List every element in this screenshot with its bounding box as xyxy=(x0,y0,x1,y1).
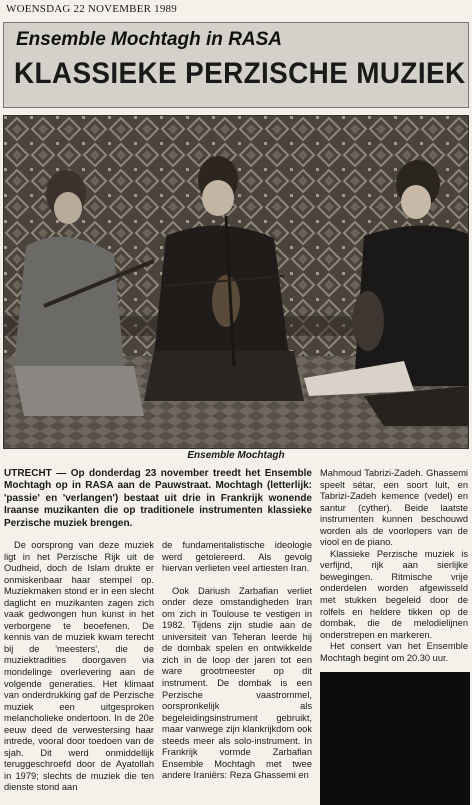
header-banner xyxy=(3,22,469,108)
article-paragraph: Klassieke Perzische muziek is verfijnd, rijk aan sierlijke bewegingen. Ritmische vrije onderdelen worden afgewisseld met stukken begeleid door de rolfels en heldere tikken op de dombak, die de melodielijnen onderstrepen en markeren. xyxy=(320,548,468,640)
lead-paragraph: UTRECHT — Op donderdag 23 november treedt het Ensemble Mochtagh op in RASA aan de Pauwstraat. Mochtagh (letterlijk: 'passie' en 'verlangen') bestaat uit drie in Frankrijk wonende Iraanse muzikanten die op traditionele instrumenten klassieke Perzische muziek brengen. xyxy=(4,468,312,529)
dark-image-area xyxy=(320,672,470,805)
headline: KLASSIEKE PERZISCHE MUZIEK xyxy=(14,57,466,90)
article-paragraph: Mahmoud Tabrizi-Zadeh. Ghassemi speelt sétar, een soort luit, en Tabrizi-Zadeh kemence (vedel) en santur (cyther). Beide laatste instrumenten kunnen beschouwd worden als de voorlopers van de viool en de piano. xyxy=(320,468,468,548)
article-paragraph: de fundamentalistische ideologie werd getolereerd. Als gevolg hiervan verlieten veel artiesten Iran. xyxy=(162,540,312,574)
dateline: WOENSDAG 22 NOVEMBER 1989 xyxy=(6,3,177,15)
article-column-2 xyxy=(162,540,312,782)
photo-caption: Ensemble Mochtagh xyxy=(187,450,285,461)
article-column-3 xyxy=(320,468,468,664)
ensemble-photo xyxy=(3,115,469,449)
article-paragraph: Het consert van het Ensemble Mochtagh begint om 20.30 uur. xyxy=(320,641,468,663)
article-column-1 xyxy=(4,540,154,794)
photo-illustration xyxy=(4,116,468,448)
kicker: Ensemble Mochtagh in RASA xyxy=(16,29,283,50)
article-paragraph: De oorsprong van deze muziek ligt in het Perzische Rijk uit de Oudheid, doch de Islam drukte er onmiskenbaar haar stempel op. Muziekmaken stond er in een slecht daglicht en muzikanten zagen zich vaak gedwongen hun kunst in het verborgene te beoefenen. De kennis van de muziek kwam terecht bij de 'meesters', die de muziektradities doorgaven via mondelinge overlevering aan de volgende generaties. Het klimaat van onderdrukking gaf de Perzische muziek een uitgesproken melancholieke ondertoon. In de 20e eeuw deed de verwestersing haar intrede, vooral door toedoen van de sjah. Dit werd onmiddellijk teruggeschroefd door de Ayatollah in 1979; slechts de muziek die ten dienste stond aan xyxy=(4,540,154,793)
article-paragraph: Ook Dariush Zarbafian verliet onder deze omstandigheden Iran om zich in Toulouse te vestigen in 1982. Tijdens zijn studie aan de universiteit van Teheran leerde hij de dombak spelen en ontwikkelde zich in de loop der jaren tot een ware grootmeester op dit instrument. De dombak is een Perzische vaastrommel, oorspronkelijk als begeleidingsinstrument gebruikt, maar vanwege zijn klankrijkdom ook steeds meer als solo-instrument. In Frankrijk vormde Zarbafian Ensemble Mochtagh met twee andere Iraniërs: Reza Ghassemi en xyxy=(162,585,312,781)
